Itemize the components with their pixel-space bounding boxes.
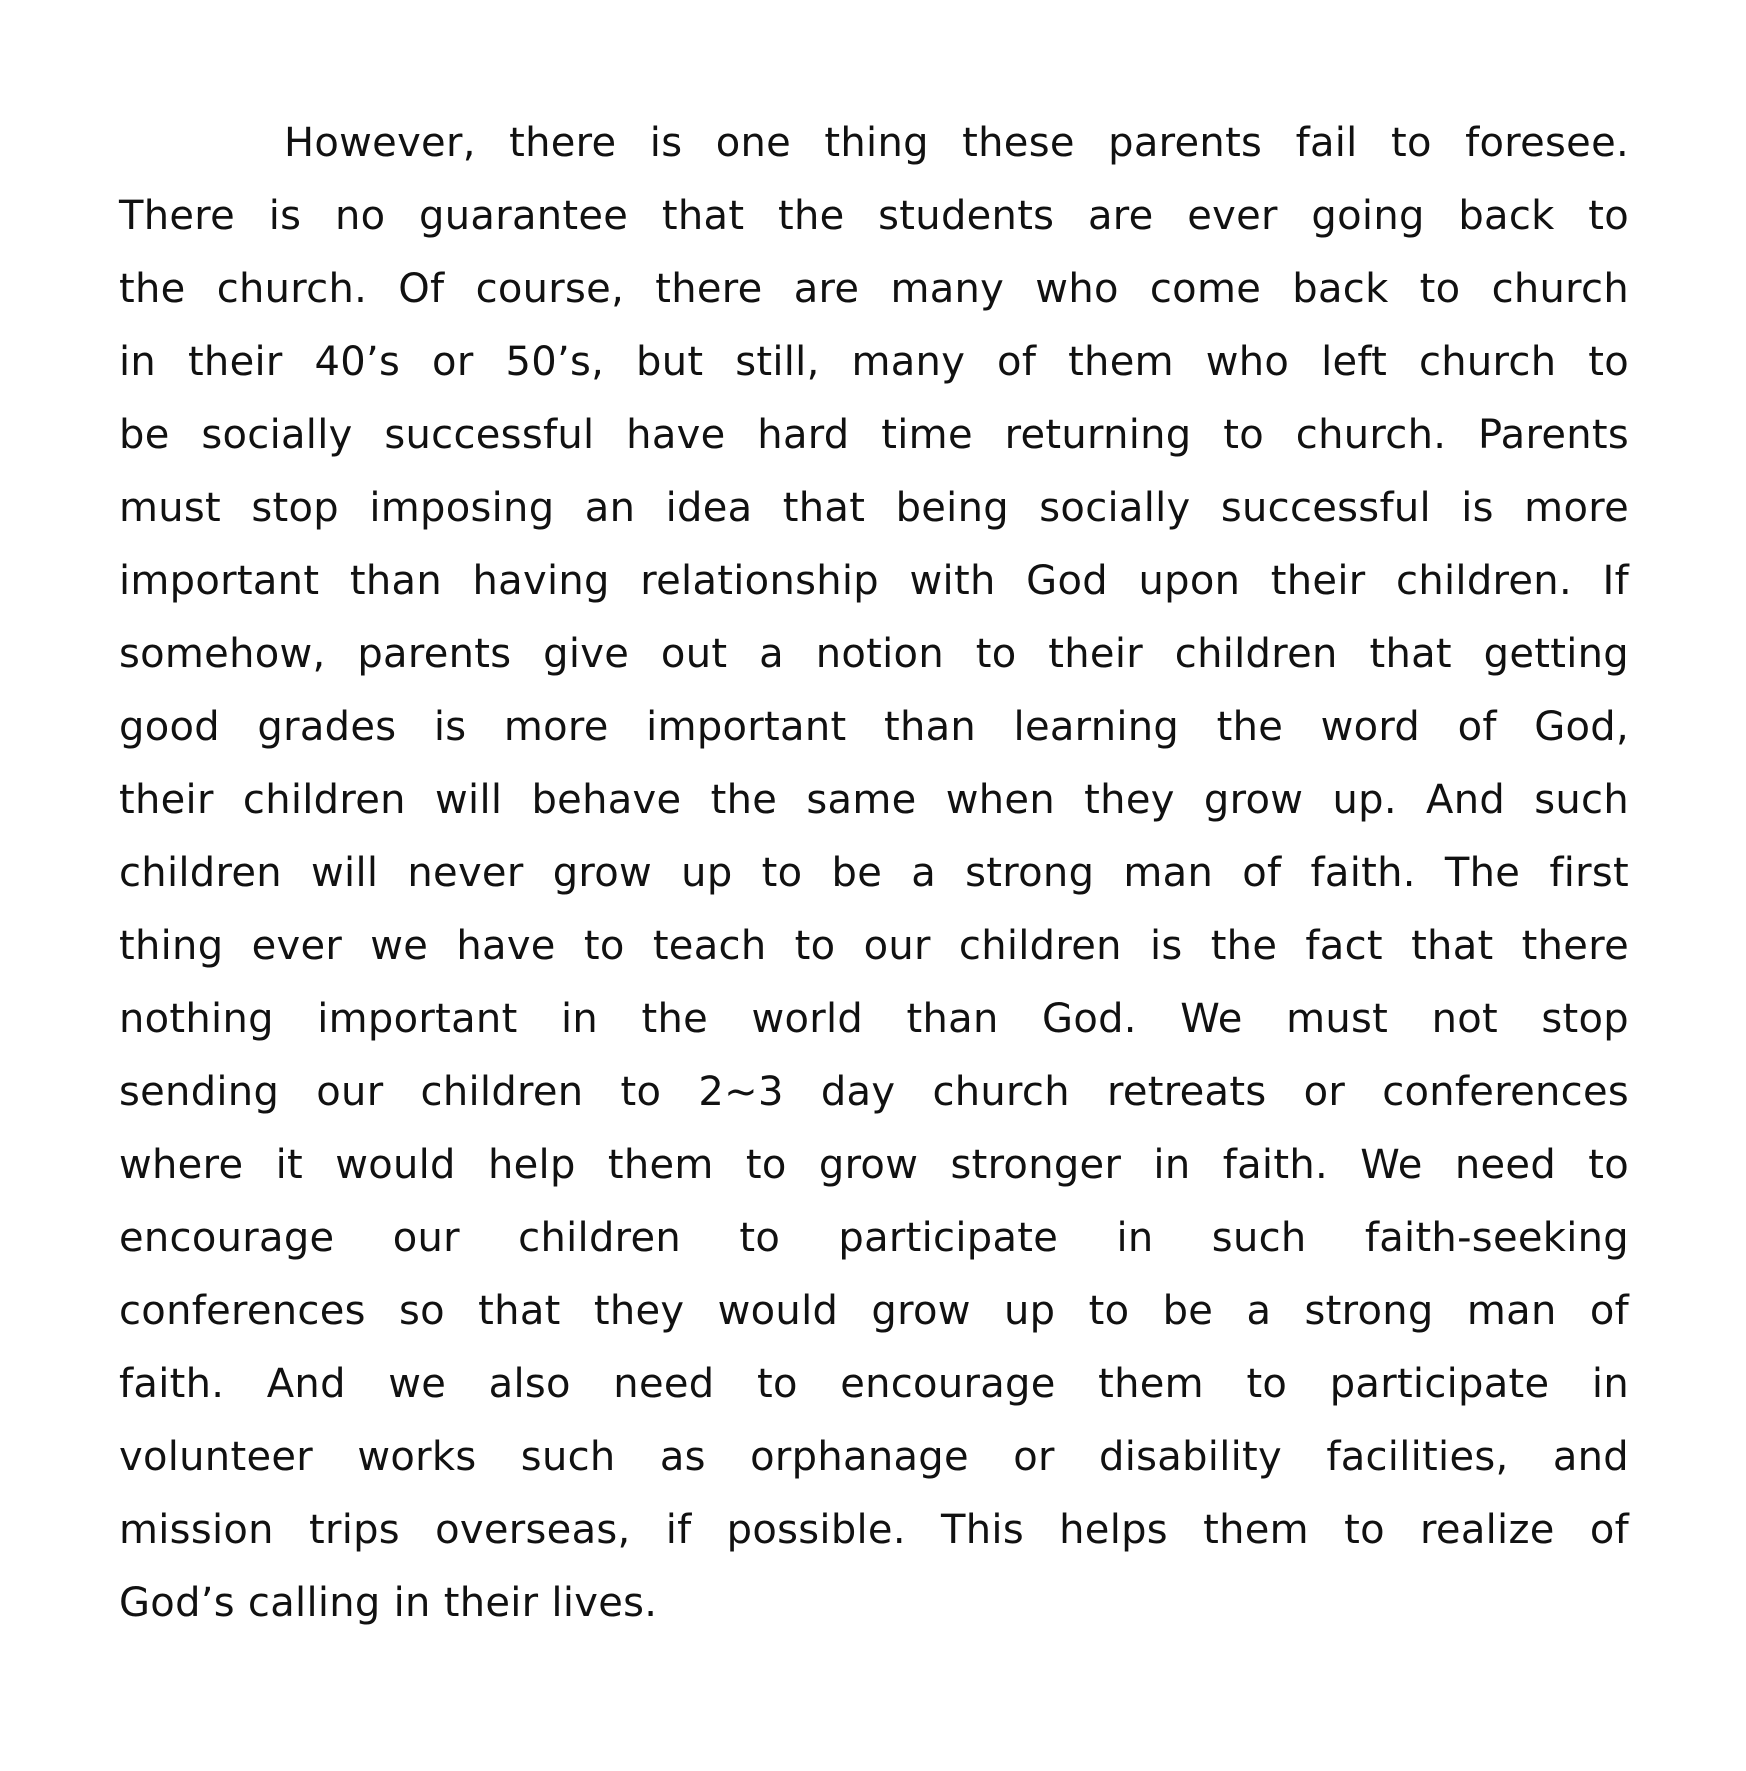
paragraph-line: volunteer works such as orphanage or disability facilities, and	[119, 1434, 1629, 1480]
paragraph-line: conferences so that they would grow up to be a strong man of	[119, 1288, 1629, 1334]
paragraph-line: important than having relationship with God upon their children. If	[119, 558, 1629, 604]
paragraph-line: God’s calling in their lives.	[119, 1580, 658, 1626]
paragraph-line: in their 40’s or 50’s, but still, many of them who left church to	[119, 339, 1629, 385]
paragraph-line: There is no guarantee that the students are ever going back to	[119, 193, 1629, 239]
paragraph-line: children will never grow up to be a strong man of faith. The first	[119, 850, 1629, 896]
paragraph-line: good grades is more important than learning the word of God,	[119, 704, 1629, 750]
paragraph-line: where it would help them to grow stronger in faith. We need to	[119, 1142, 1629, 1188]
paragraph-line: sending our children to 2~3 day church retreats or conferences	[119, 1069, 1629, 1115]
paragraph-line: be socially successful have hard time returning to church. Parents	[119, 412, 1629, 458]
paragraph-line: thing ever we have to teach to our children is the fact that there	[119, 923, 1629, 969]
paragraph-line: mission trips overseas, if possible. This helps them to realize of	[119, 1507, 1629, 1553]
body-paragraph	[119, 107, 1629, 1640]
paragraph-line: faith. And we also need to encourage them to participate in	[119, 1361, 1629, 1407]
paragraph-line: their children will behave the same when they grow up. And such	[119, 777, 1629, 823]
paragraph-line: nothing important in the world than God. We must not stop	[119, 996, 1629, 1042]
paragraph-line: However, there is one thing these parents fail to foresee.	[284, 120, 1629, 166]
paragraph-line: encourage our children to participate in such faith-seeking	[119, 1215, 1629, 1261]
paragraph-line: the church. Of course, there are many who come back to church	[119, 266, 1629, 312]
paragraph-line: must stop imposing an idea that being socially successful is more	[119, 485, 1629, 531]
paragraph-line: somehow, parents give out a notion to their children that getting	[119, 631, 1629, 677]
